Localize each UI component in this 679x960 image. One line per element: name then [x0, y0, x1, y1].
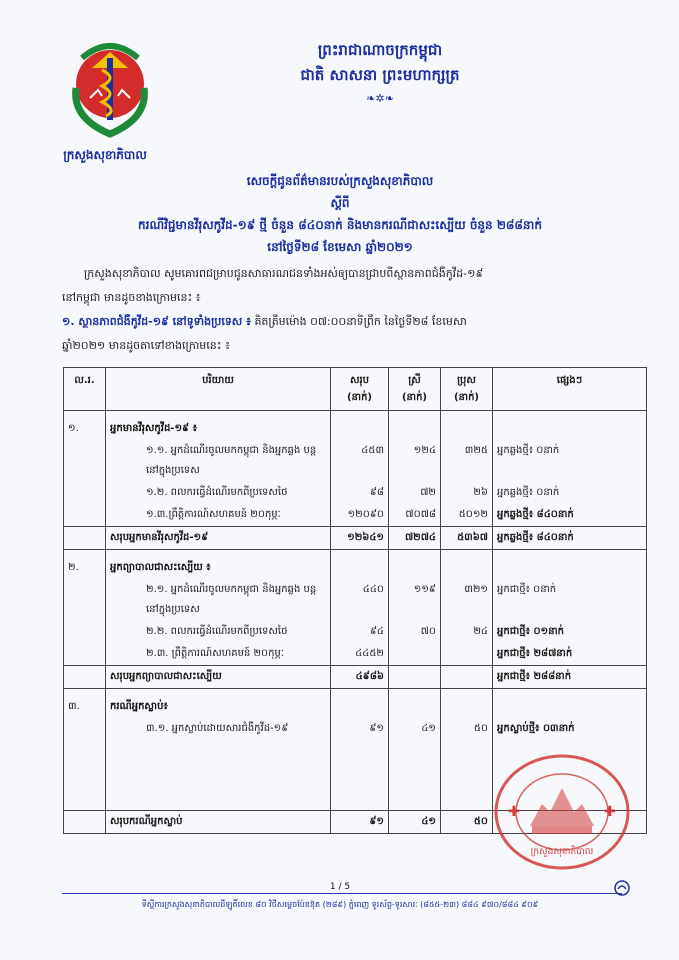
section-1-heading: ១. ស្ថានភាពជំងឺកូវីដ-១៩ នៅទូទាំងប្រទេស ៖	[62, 315, 251, 328]
total-female: ៧២៧៤	[389, 527, 441, 550]
group-number: ៣.	[64, 696, 106, 718]
title-line-3: ករណីវិជ្ជមានវីរុសកូវីដ-១៩ ថ្មី ចំនួន ៨៤០នាក់ និងមានករណីជាសះស្បើយ ចំនួន ២៨៨នាក់	[138, 218, 542, 232]
row-female: ៤១	[389, 718, 441, 740]
total-label: សរុបករណីអ្នកស្លាប់	[106, 810, 331, 833]
row-male: ២៦	[441, 482, 493, 504]
row-female: ១២៤	[389, 440, 441, 482]
row-description: ២.១. អ្នកដំណើរចូលមកកម្ពុជា និងអ្នកឆ្លង បន្តនៅក្នុងប្រទេស	[106, 579, 331, 621]
row-other: អ្នកស្លាប់ថ្មី៖ ០៣នាក់	[493, 718, 647, 740]
total-female	[389, 666, 441, 689]
total-other: អ្នកជាថ្មី៖ ២៨៨នាក់	[493, 666, 647, 689]
footer-address: ទីស្តីការក្រសួងសុខាភិបាលដីឡូតិ៍លេខ ៨០ វិថីសម្តេចប៉ែនន៊ុត (២៨៩) ភ្នំពេញ ទូរស័ព្ទ-ទូរសារៈ (៨៥៥-២៣) ៨៨៤ ៩៧០/៨៨៤ ៩០៩	[141, 900, 539, 909]
group-total-row	[64, 666, 647, 689]
row-other: អ្នកជាថ្មី៖ ០នាក់	[493, 579, 647, 621]
header-other: ផ្សេងៗ	[493, 368, 647, 411]
header-no: ល.រ.	[64, 368, 106, 411]
section-1-text: គិតត្រឹមម៉ោង ០៧:០០នាទីព្រឹក នៃថ្ងៃទី២៨ ខែមេសា	[250, 315, 467, 328]
table-row	[64, 482, 647, 504]
table-row	[64, 440, 647, 482]
row-other: អ្នកឆ្លងថ្មី៖ ៨៤០នាក់	[493, 504, 647, 527]
total-total: ៤៩៨៦	[331, 666, 389, 689]
row-male: ៥០	[441, 718, 493, 740]
total-male: ៥៣៦៧	[441, 527, 493, 550]
row-female: ៧០៧៨	[389, 504, 441, 527]
svg-text:✚: ✚	[508, 804, 520, 820]
table-row	[64, 579, 647, 621]
row-total: ៤៤៥២	[331, 643, 389, 666]
group-number: ១.	[64, 418, 106, 440]
intro-line-1: ក្រសួងសុខាភិបាល សូមគោរពជម្រាបជូនសាធារណជនទាំងអស់ឲ្យបានជ្រាបពីស្ថានភាពជំងឺកូវីដ-១៩	[84, 267, 484, 280]
ministry-name: ក្រសួងសុខាភិបាល	[63, 148, 147, 162]
title-line-1: សេចក្តីជូនព័ត៌មានរបស់ក្រសួងសុខាភិបាល	[246, 174, 434, 188]
row-male	[441, 643, 493, 666]
row-male: ២៤	[441, 621, 493, 643]
section-1	[62, 310, 642, 358]
row-description: ២.២. ពលករធ្វើដំណើរមកពីប្រទេសថៃ	[106, 621, 331, 643]
ornament-divider: ❧✲❧	[366, 92, 394, 105]
row-male: ៣២១	[441, 579, 493, 621]
header-total: សរុប (នាក់)	[331, 368, 389, 411]
group-title: ករណីអ្នកស្លាប់៖	[106, 696, 331, 718]
kingdom-header	[250, 38, 510, 88]
total-total: ៩១	[331, 810, 389, 833]
corner-mark-icon	[614, 880, 630, 896]
row-total: ៩៨	[331, 482, 389, 504]
row-female: ៧២	[389, 482, 441, 504]
row-total: ៤៥៣	[331, 440, 389, 482]
row-total: ៩៤	[331, 621, 389, 643]
document-title	[60, 170, 620, 258]
table-row	[64, 718, 647, 740]
ministry-logo	[62, 38, 158, 142]
national-motto: ជាតិ សាសនា ព្រះមហាក្សត្រ	[300, 66, 460, 84]
table-row	[64, 621, 647, 643]
row-total: ៤៤០	[331, 579, 389, 621]
title-line-4: នៅថ្ងៃទី២៨ ខែមេសា ឆ្នាំ២០២១	[267, 240, 413, 254]
group-total-row	[64, 527, 647, 550]
intro-line-2: នៅកម្ពុជា មានដូចខាងក្រោមនេះ ៖	[62, 291, 201, 304]
total-male	[441, 666, 493, 689]
total-label: សរុបអ្នកព្យាបាលជាសះស្បើយ	[106, 666, 331, 689]
row-female: ៧០	[389, 621, 441, 643]
row-description: ១.១. អ្នកដំណើរចូលមកកម្ពុជា និងអ្នកឆ្លង បន្តនៅក្នុងប្រទេស	[106, 440, 331, 482]
kingdom-name: ព្រះរាជាណាចក្រកម្ពុជា	[317, 41, 443, 59]
total-label: សរុបអ្នកមានវីរុសកូវីដ-១៩	[106, 527, 331, 550]
header-female: ស្រី (នាក់)	[389, 368, 441, 411]
row-description: ១.៣.ព្រឹត្តិការណ៍សហគមន៍ ២០កុម្ភៈ	[106, 504, 331, 527]
table-row	[64, 643, 647, 666]
row-female	[389, 643, 441, 666]
table-header-row	[64, 368, 647, 411]
row-total: ៩១	[331, 718, 389, 740]
header-description: បរិយាយ	[106, 368, 331, 411]
group-title-row	[64, 557, 647, 579]
group-title: អ្នកមានវីរុសកូវីដ-១៩ ៖	[106, 418, 331, 440]
group-title: អ្នកព្យាបាលជាសះស្បើយ ៖	[106, 557, 331, 579]
stamp-text: ក្រសួងសុខាភិបាល	[530, 847, 594, 857]
header-male: ប្រុស (នាក់)	[441, 368, 493, 411]
title-line-2: ស្តីពី	[330, 196, 350, 210]
row-male: ៥០១២	[441, 504, 493, 527]
total-other: អ្នកឆ្លងថ្មី៖ ៨៤០នាក់	[493, 527, 647, 550]
row-description: ២.៣. ព្រឹត្តិការណ៍សហគមន៍ ២០កុម្ភៈ	[106, 643, 331, 666]
svg-text:✚: ✚	[604, 804, 616, 820]
total-female: ៤១	[389, 810, 441, 833]
row-other: អ្នកជាថ្មី៖ ២៨៧នាក់	[493, 643, 647, 666]
row-other: អ្នកឆ្លងថ្មី៖ ០នាក់	[493, 440, 647, 482]
total-total: ១២៦៤១	[331, 527, 389, 550]
section-1-line-2: ឆ្នាំ២០២១ មានដូចតាទៅខាងក្រោមនេះ ៖	[62, 339, 230, 352]
group-number: ២.	[64, 557, 106, 579]
row-male: ៣២៥	[441, 440, 493, 482]
group-title-row	[64, 696, 647, 718]
footer-divider	[62, 893, 622, 894]
row-other: អ្នកជាថ្មី៖ ០១នាក់	[493, 621, 647, 643]
row-other: អ្នកឆ្លងថ្មី៖ ០នាក់	[493, 482, 647, 504]
table-row	[64, 504, 647, 527]
row-female: ១១៩	[389, 579, 441, 621]
total-male: ៥០	[441, 810, 493, 833]
intro-paragraph	[62, 262, 642, 310]
group-title-row	[64, 418, 647, 440]
row-description: ១.២. ពលករធ្វើដំណើរមកពីប្រទេសថៃ	[106, 482, 331, 504]
row-description: ៣.១. អ្នកស្លាប់ដោយសារជំងឺកូវីដ-១៩	[106, 718, 331, 740]
row-total: ១២០៩០	[331, 504, 389, 527]
page-number: 1 / 5	[329, 882, 351, 892]
official-stamp	[492, 752, 632, 872]
